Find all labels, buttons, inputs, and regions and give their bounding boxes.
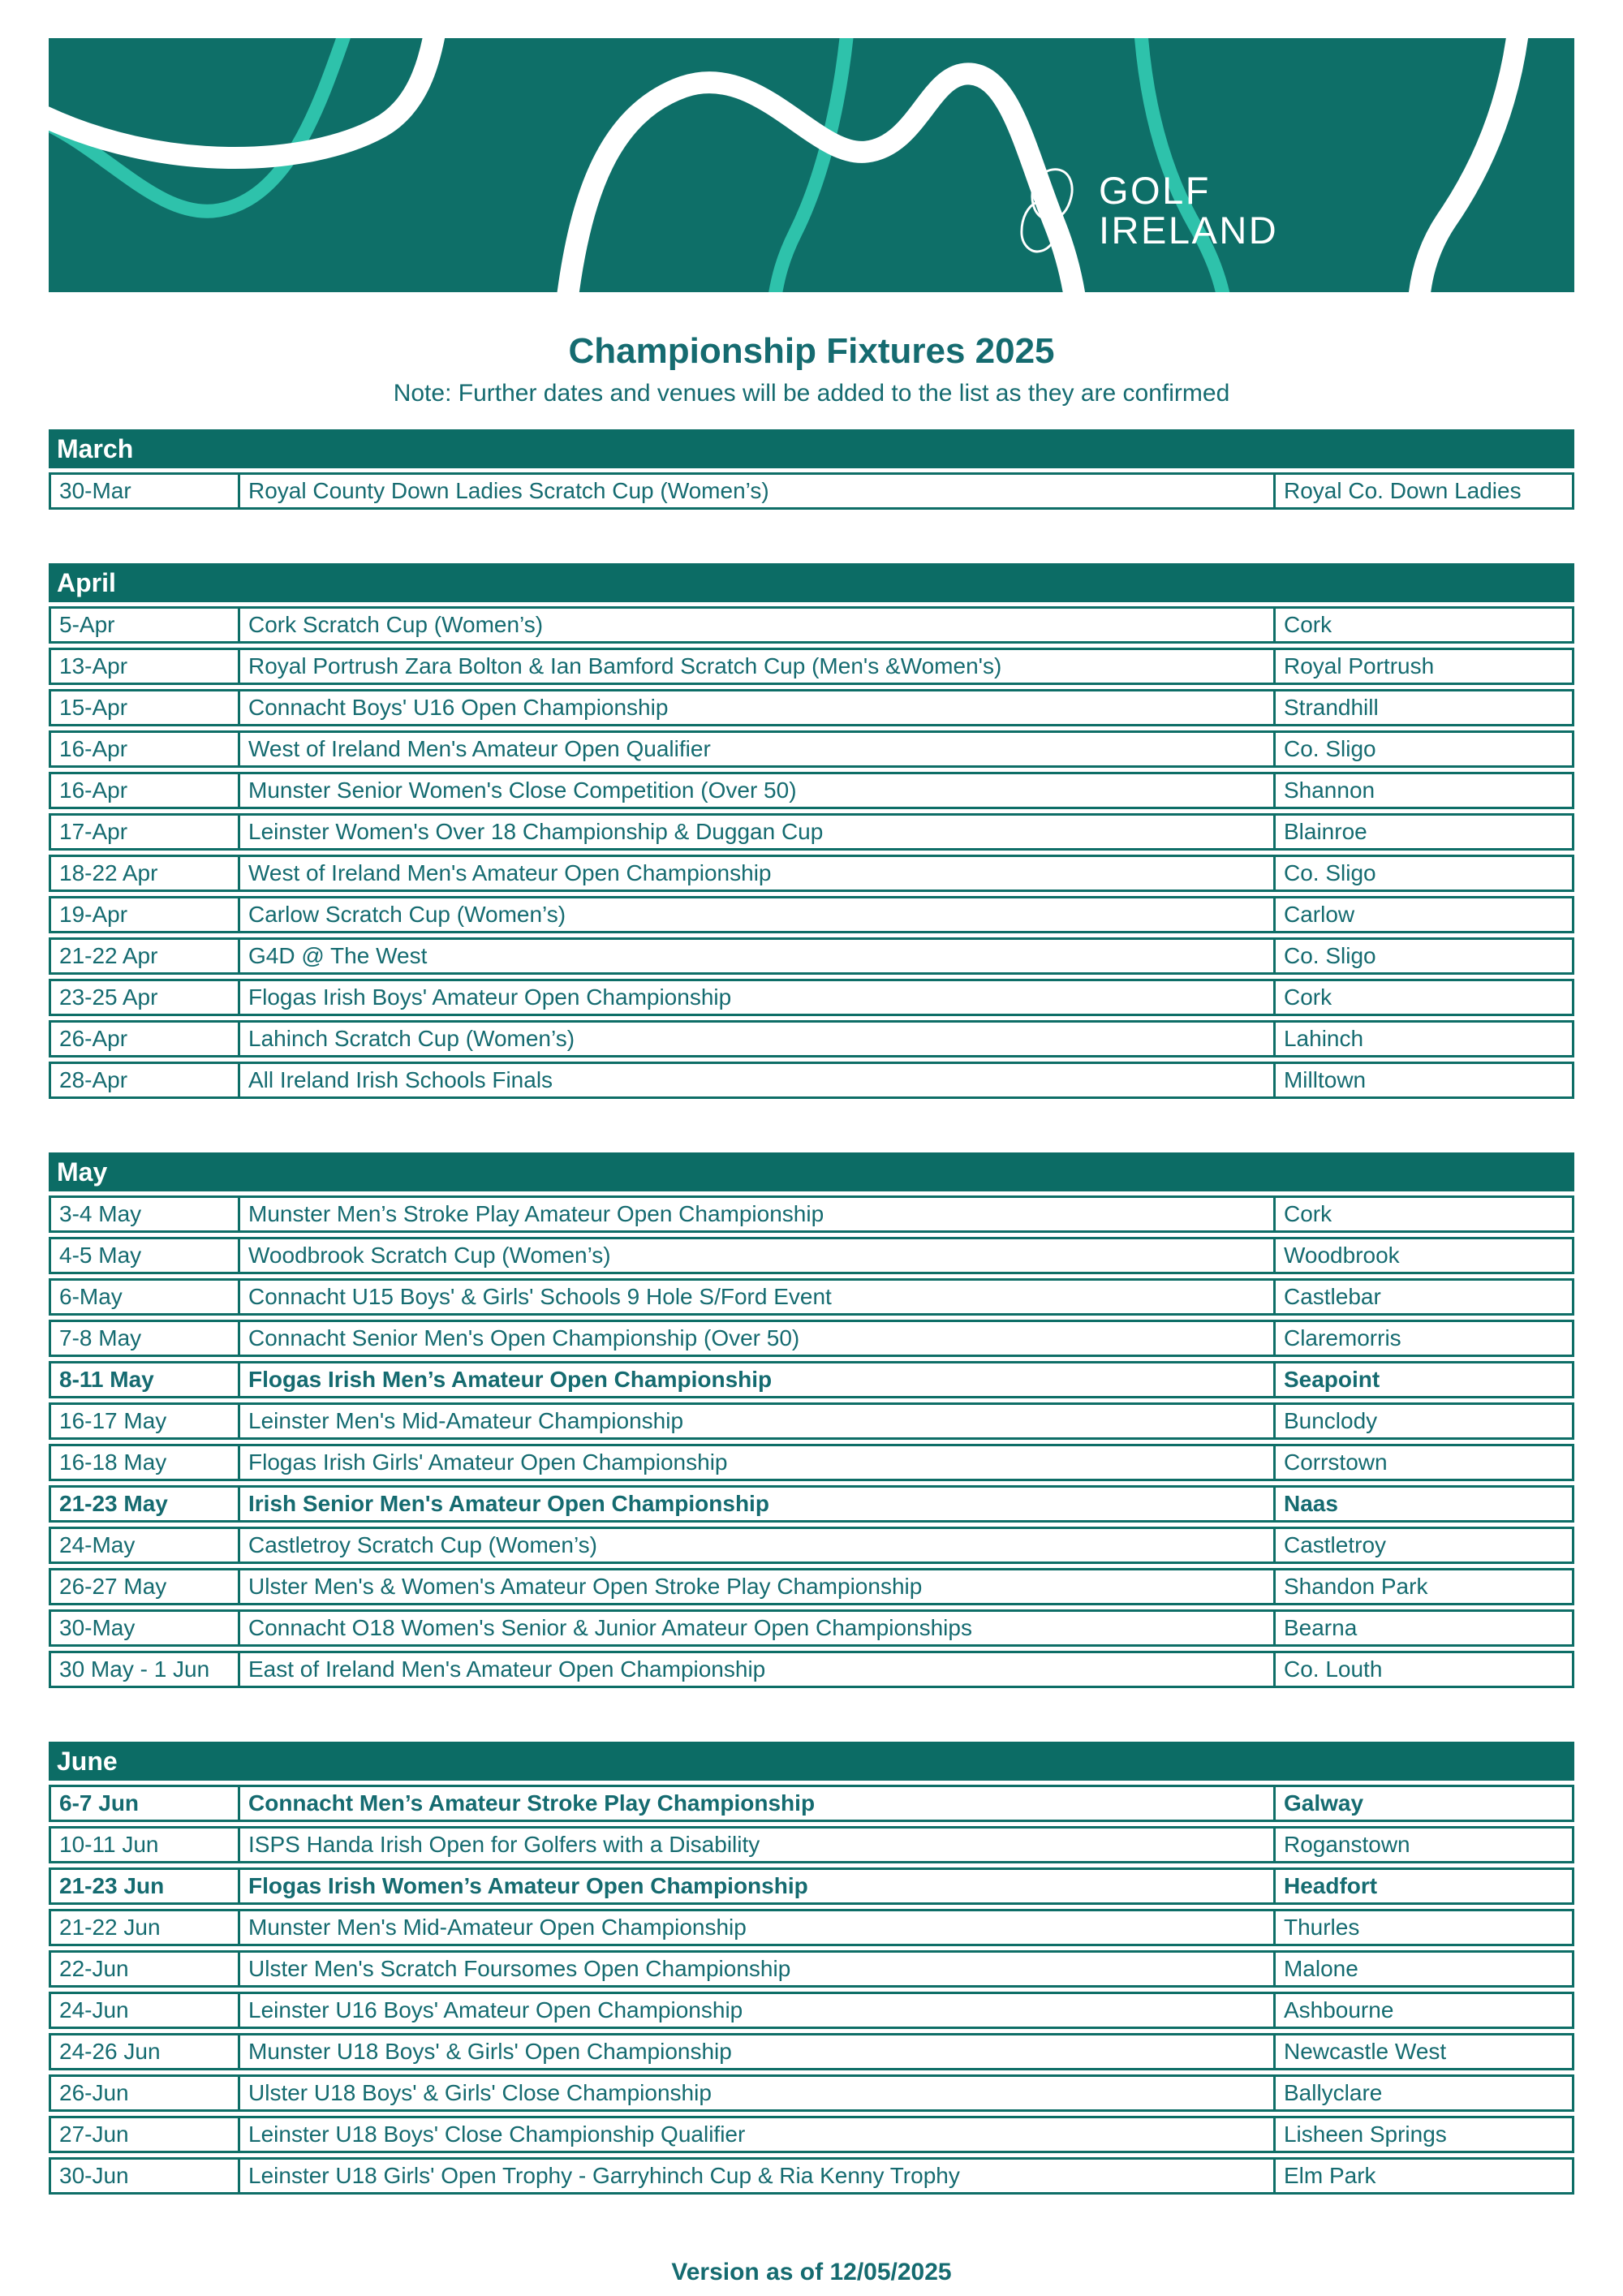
venue-cell: Cork — [1276, 979, 1574, 1016]
event-cell: Woodbrook Scratch Cup (Women’s) — [240, 1237, 1276, 1274]
venue-cell: Thurles — [1276, 1909, 1574, 1946]
venue-cell: Ashbourne — [1276, 1992, 1574, 2029]
date-cell: 30-Mar — [49, 472, 240, 510]
fixture-row — [49, 937, 1574, 975]
event-cell: Leinster Women's Over 18 Championship & Duggan Cup — [240, 813, 1276, 851]
fixtures-section — [49, 425, 1574, 2199]
date-cell: 24-26 Jun — [49, 2033, 240, 2070]
venue-cell: Woodbrook — [1276, 1237, 1574, 1274]
fixture-row — [49, 689, 1574, 726]
event-cell: Irish Senior Men's Amateur Open Championship — [240, 1485, 1276, 1523]
golf-ireland-logo — [1016, 162, 1278, 261]
venue-cell: Milltown — [1276, 1062, 1574, 1099]
event-cell: Cork Scratch Cup (Women’s) — [240, 606, 1276, 644]
venue-cell: Co. Louth — [1276, 1651, 1574, 1688]
fixture-row — [49, 855, 1574, 892]
date-cell: 26-Apr — [49, 1020, 240, 1058]
event-cell: Connacht U15 Boys' & Girls' Schools 9 Hole S/Ford Event — [240, 1278, 1276, 1316]
date-cell: 15-Apr — [49, 689, 240, 726]
month-table-march — [49, 425, 1574, 514]
date-cell: 21-22 Jun — [49, 1909, 240, 1946]
venue-cell: Lisheen Springs — [1276, 2116, 1574, 2153]
month-header: March — [49, 429, 1574, 468]
event-cell: Connacht Senior Men's Open Championship (Over 50) — [240, 1320, 1276, 1357]
event-cell: West of Ireland Men's Amateur Open Championship — [240, 855, 1276, 892]
event-cell: Flogas Irish Men’s Amateur Open Championship — [240, 1361, 1276, 1398]
event-cell: ISPS Handa Irish Open for Golfers with a Disability — [240, 1826, 1276, 1863]
venue-cell: Corrstown — [1276, 1444, 1574, 1481]
date-cell: 27-Jun — [49, 2116, 240, 2153]
date-cell: 16-Apr — [49, 772, 240, 809]
venue-cell: Royal Co. Down Ladies — [1276, 472, 1574, 510]
fixture-row — [49, 1062, 1574, 1099]
logo-word-golf: GOLF — [1099, 169, 1211, 213]
venue-cell: Co. Sligo — [1276, 937, 1574, 975]
event-cell: Flogas Irish Girls' Amateur Open Championship — [240, 1444, 1276, 1481]
venue-cell: Co. Sligo — [1276, 855, 1574, 892]
date-cell: 17-Apr — [49, 813, 240, 851]
event-cell: Munster Men’s Stroke Play Amateur Open Championship — [240, 1195, 1276, 1233]
month-header: June — [49, 1742, 1574, 1781]
fixture-row — [49, 606, 1574, 644]
fixture-row — [49, 896, 1574, 933]
event-cell: Munster Senior Women's Close Competition (Over 50) — [240, 772, 1276, 809]
fixture-row — [49, 1320, 1574, 1357]
venue-cell: Cork — [1276, 1195, 1574, 1233]
date-cell: 16-18 May — [49, 1444, 240, 1481]
month-header-row — [49, 563, 1574, 602]
event-cell: West of Ireland Men's Amateur Open Qualifier — [240, 730, 1276, 768]
event-cell: Flogas Irish Boys' Amateur Open Championship — [240, 979, 1276, 1016]
fixture-row — [49, 730, 1574, 768]
fixture-row — [49, 2157, 1574, 2195]
month-header-row — [49, 429, 1574, 468]
date-cell: 24-May — [49, 1527, 240, 1564]
venue-cell: Elm Park — [1276, 2157, 1574, 2195]
date-cell: 21-23 Jun — [49, 1867, 240, 1905]
venue-cell: Bearna — [1276, 1609, 1574, 1647]
date-cell: 30-May — [49, 1609, 240, 1647]
event-cell: Ulster U18 Boys' & Girls' Close Championship — [240, 2074, 1276, 2112]
month-header: May — [49, 1152, 1574, 1191]
event-cell: Lahinch Scratch Cup (Women’s) — [240, 1020, 1276, 1058]
event-cell: Flogas Irish Women’s Amateur Open Championship — [240, 1867, 1276, 1905]
venue-cell: Claremorris — [1276, 1320, 1574, 1357]
event-cell: Munster U18 Boys' & Girls' Open Championship — [240, 2033, 1276, 2070]
event-cell: Royal Portrush Zara Bolton & Ian Bamford Scratch Cup (Men's &Women's) — [240, 648, 1276, 685]
fixture-row — [49, 1195, 1574, 1233]
date-cell: 16-17 May — [49, 1402, 240, 1440]
venue-cell: Newcastle West — [1276, 2033, 1574, 2070]
fixture-row — [49, 1361, 1574, 1398]
page-note: Note: Further dates and venues will be added to the list as they are confirmed — [393, 380, 1230, 407]
event-cell: Connacht Men’s Amateur Stroke Play Championship — [240, 1785, 1276, 1822]
fixture-row — [49, 472, 1574, 510]
fixture-row — [49, 813, 1574, 851]
page-footer: Version as of 12/05/2025 — [671, 2259, 952, 2285]
fixture-row — [49, 1237, 1574, 1274]
golf-ireland-loops-mark-icon — [1016, 162, 1086, 261]
event-cell: All Ireland Irish Schools Finals — [240, 1062, 1276, 1099]
fixture-row — [49, 1909, 1574, 1946]
fixture-row — [49, 1651, 1574, 1688]
venue-cell: Castletroy — [1276, 1527, 1574, 1564]
fixture-row — [49, 1444, 1574, 1481]
date-cell: 4-5 May — [49, 1237, 240, 1274]
date-cell: 30 May - 1 Jun — [49, 1651, 240, 1688]
date-cell: 30-Jun — [49, 2157, 240, 2195]
fixture-row — [49, 1867, 1574, 1905]
date-cell: 6-May — [49, 1278, 240, 1316]
date-cell: 8-11 May — [49, 1361, 240, 1398]
date-cell: 21-23 May — [49, 1485, 240, 1523]
event-cell: Carlow Scratch Cup (Women’s) — [240, 896, 1276, 933]
date-cell: 7-8 May — [49, 1320, 240, 1357]
date-cell: 6-7 Jun — [49, 1785, 240, 1822]
venue-cell: Co. Sligo — [1276, 730, 1574, 768]
fixture-row — [49, 1826, 1574, 1863]
month-table-april — [49, 559, 1574, 1103]
banner-waves-decoration — [49, 38, 1574, 292]
page-title: Championship Fixtures 2025 — [568, 331, 1055, 371]
venue-cell: Shandon Park — [1276, 1568, 1574, 1605]
fixture-row — [49, 648, 1574, 685]
event-cell: Munster Men's Mid-Amateur Open Championship — [240, 1909, 1276, 1946]
venue-cell: Headfort — [1276, 1867, 1574, 1905]
date-cell: 18-22 Apr — [49, 855, 240, 892]
event-cell: Ulster Men's & Women's Amateur Open Stroke Play Championship — [240, 1568, 1276, 1605]
venue-cell: Castlebar — [1276, 1278, 1574, 1316]
date-cell: 10-11 Jun — [49, 1826, 240, 1863]
venue-cell: Royal Portrush — [1276, 648, 1574, 685]
venue-cell: Galway — [1276, 1785, 1574, 1822]
fixture-row — [49, 772, 1574, 809]
date-cell: 24-Jun — [49, 1992, 240, 2029]
fixture-row — [49, 1278, 1574, 1316]
event-cell: Connacht Boys' U16 Open Championship — [240, 689, 1276, 726]
logo-word-ireland: IRELAND — [1099, 209, 1279, 252]
fixture-row — [49, 2033, 1574, 2070]
event-cell: Leinster U18 Boys' Close Championship Qualifier — [240, 2116, 1276, 2153]
date-cell: 13-Apr — [49, 648, 240, 685]
header-banner — [49, 38, 1574, 292]
event-cell: Leinster Men's Mid-Amateur Championship — [240, 1402, 1276, 1440]
venue-cell: Shannon — [1276, 772, 1574, 809]
date-cell: 22-Jun — [49, 1950, 240, 1988]
venue-cell: Carlow — [1276, 896, 1574, 933]
month-header: April — [49, 563, 1574, 602]
month-table-may — [49, 1148, 1574, 1692]
fixture-row — [49, 1020, 1574, 1058]
event-cell: Leinster U16 Boys' Amateur Open Championship — [240, 1992, 1276, 2029]
date-cell: 16-Apr — [49, 730, 240, 768]
venue-cell: Blainroe — [1276, 813, 1574, 851]
date-cell: 26-Jun — [49, 2074, 240, 2112]
fixture-row — [49, 2116, 1574, 2153]
date-cell: 19-Apr — [49, 896, 240, 933]
fixture-row — [49, 2074, 1574, 2112]
venue-cell: Roganstown — [1276, 1826, 1574, 1863]
month-header-row — [49, 1742, 1574, 1781]
fixture-row — [49, 979, 1574, 1016]
venue-cell: Ballyclare — [1276, 2074, 1574, 2112]
date-cell: 5-Apr — [49, 606, 240, 644]
date-cell: 23-25 Apr — [49, 979, 240, 1016]
fixture-row — [49, 1992, 1574, 2029]
month-table-june — [49, 1738, 1574, 2199]
venue-cell: Bunclody — [1276, 1402, 1574, 1440]
event-cell: G4D @ The West — [240, 937, 1276, 975]
date-cell: 28-Apr — [49, 1062, 240, 1099]
venue-cell: Malone — [1276, 1950, 1574, 1988]
fixture-row — [49, 1950, 1574, 1988]
event-cell: East of Ireland Men's Amateur Open Championship — [240, 1651, 1276, 1688]
event-cell: Castletroy Scratch Cup (Women’s) — [240, 1527, 1276, 1564]
event-cell: Leinster U18 Girls' Open Trophy - Garryhinch Cup & Ria Kenny Trophy — [240, 2157, 1276, 2195]
venue-cell: Lahinch — [1276, 1020, 1574, 1058]
fixture-row — [49, 1785, 1574, 1822]
fixture-row — [49, 1402, 1574, 1440]
event-cell: Ulster Men's Scratch Foursomes Open Championship — [240, 1950, 1276, 1988]
date-cell: 21-22 Apr — [49, 937, 240, 975]
fixture-row — [49, 1527, 1574, 1564]
fixture-row — [49, 1485, 1574, 1523]
event-cell: Royal County Down Ladies Scratch Cup (Women’s) — [240, 472, 1276, 510]
venue-cell: Cork — [1276, 606, 1574, 644]
event-cell: Connacht O18 Women's Senior & Junior Amateur Open Championships — [240, 1609, 1276, 1647]
date-cell: 3-4 May — [49, 1195, 240, 1233]
venue-cell: Naas — [1276, 1485, 1574, 1523]
logo-wordmark — [1099, 171, 1278, 251]
fixture-row — [49, 1568, 1574, 1605]
venue-cell: Strandhill — [1276, 689, 1574, 726]
date-cell: 26-27 May — [49, 1568, 240, 1605]
month-header-row — [49, 1152, 1574, 1191]
venue-cell: Seapoint — [1276, 1361, 1574, 1398]
fixture-row — [49, 1609, 1574, 1647]
